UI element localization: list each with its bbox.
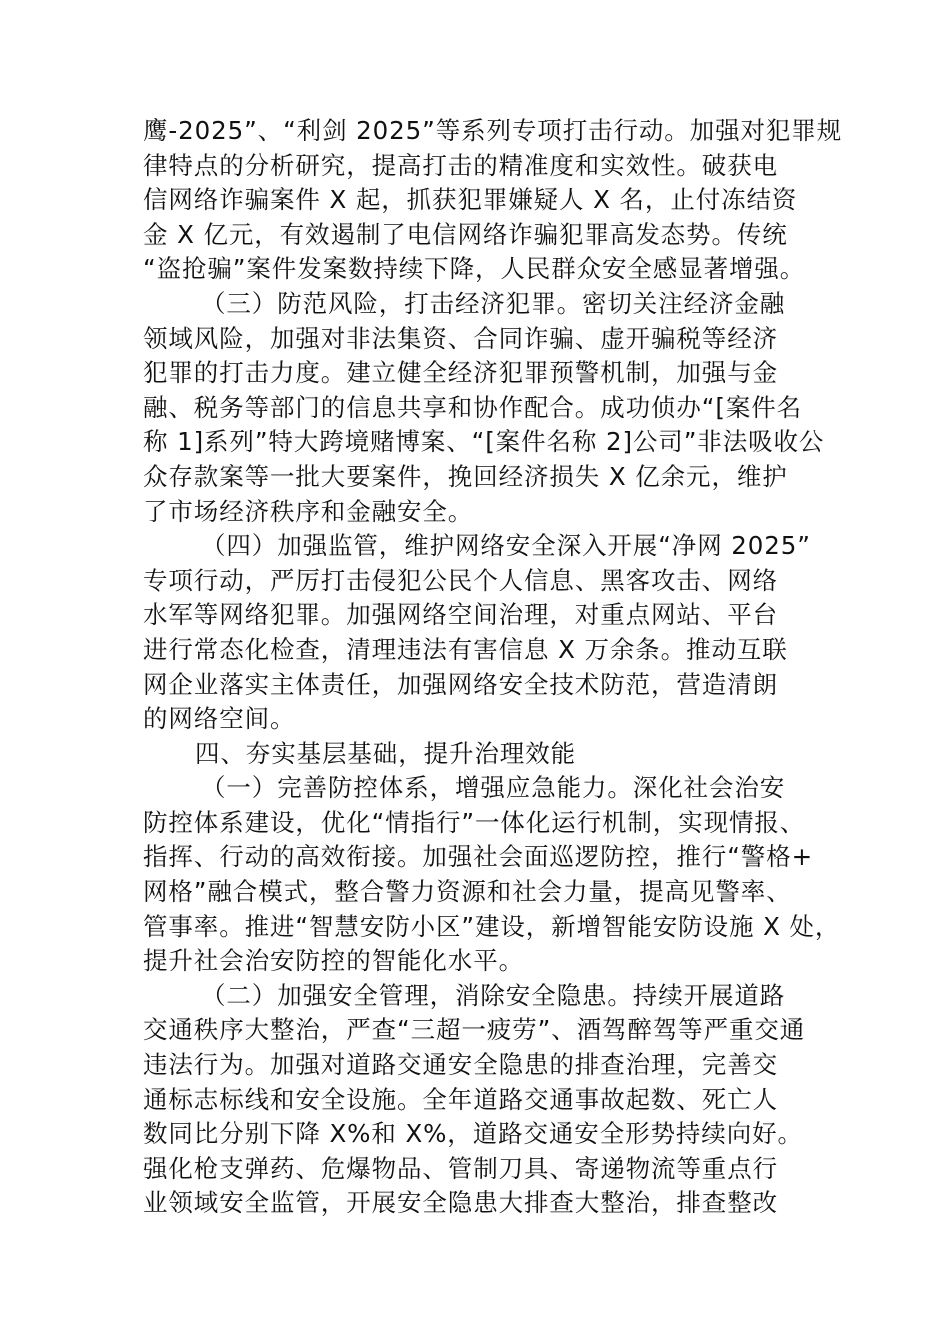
- text-line: 指挥、行动的高效衔接。加强社会面巡逻防控，推行“警格+: [143, 842, 814, 872]
- paragraph-economic-crime: [143, 287, 823, 529]
- text-line: （三）防范风险，打击经济犯罪。密切关注经济金融: [201, 288, 786, 318]
- text-line: 专项行动，严厉打击侵犯公民个人信息、黑客攻击、网络: [143, 565, 778, 595]
- text-line: 通标志标线和安全设施。全年道路交通事故起数、死亡人: [143, 1084, 778, 1114]
- text-line: 业领域安全监管，开展安全隐患大排查大整治，排查整改: [143, 1188, 778, 1218]
- text-line: 信网络诈骗案件 X 起，抓获犯罪嫌疑人 X 名，止付冻结资: [143, 185, 798, 215]
- section-heading-4: [143, 737, 823, 772]
- text-line: “盗抢骗”案件发案数持续下降，人民群众安全感显著增强。: [143, 254, 806, 284]
- text-line: （二）加强安全管理，消除安全隐患。持续开展道路: [201, 980, 786, 1010]
- text-line: 称 1]系列”特大跨境赌博案、“[案件名称 2]公司”非法吸收公: [143, 427, 825, 457]
- text-line: 进行常态化检查，清理违法有害信息 X 万余条。推动互联: [143, 634, 788, 664]
- text-line: 强化枪支弹药、危爆物品、管制刀具、寄递物流等重点行: [143, 1153, 778, 1183]
- text-line: 管事率。推进“智慧安防小区”建设，新增智能安防设施 X 处，: [143, 911, 841, 941]
- text-line: 交通秩序大整治，严查“三超一疲劳”、酒驾醉驾等严重交通: [143, 1015, 806, 1045]
- text-line: 违法行为。加强对道路交通安全隐患的排查治理，完善交: [143, 1050, 778, 1080]
- text-line: 融、税务等部门的信息共享和协作配合。成功侦办“[案件名: [143, 392, 803, 422]
- text-line: 水军等网络犯罪。加强网络空间治理，对重点网站、平台: [143, 600, 778, 630]
- paragraph-safety-management: [143, 979, 823, 1221]
- paragraph-continued: [143, 114, 843, 287]
- text-line: 金 X 亿元，有效遏制了电信网络诈骗犯罪高发态势。传统: [143, 219, 788, 249]
- text-line: 犯罪的打击力度。建立健全经济犯罪预警机制，加强与金: [143, 358, 778, 388]
- text-line: 的网络空间。: [143, 704, 296, 734]
- text-line: 网格”融合模式，整合警力资源和社会力量，提高见警率、: [143, 877, 792, 907]
- heading-text: 四、夯实基层基础，提升治理效能: [195, 738, 576, 768]
- text-line: 了市场经济秩序和金融安全。: [143, 496, 474, 526]
- text-line: 数同比分别下降 X%和 X%，道路交通安全形势持续向好。: [143, 1119, 803, 1149]
- text-line: 防控体系建设，优化“情指行”一体化运行机制，实现情报、: [143, 807, 806, 837]
- paragraph-network-security: [143, 529, 823, 737]
- text-line: （四）加强监管，维护网络安全深入开展“净网 2025”: [201, 531, 811, 561]
- text-line: 领域风险，加强对非法集资、合同诈骗、虚开骗税等经济: [143, 323, 778, 353]
- text-line: 网企业落实主体责任，加强网络安全技术防范，营造清朗: [143, 669, 778, 699]
- text-line: （一）完善防控体系，增强应急能力。深化社会治安: [201, 773, 786, 803]
- text-line: 律特点的分析研究，提高打击的精准度和实效性。破获电: [143, 150, 778, 180]
- text-line: 鹰-2025”、“利剑 2025”等系列专项打击行动。加强对犯罪规: [143, 116, 843, 145]
- text-line: 众存款案等一批大要案件，挽回经济损失 X 亿余元，维护: [143, 461, 788, 491]
- paragraph-prevention-system: [143, 771, 841, 979]
- text-line: 提升社会治安防控的智能化水平。: [143, 946, 524, 976]
- document-body: [143, 114, 843, 1221]
